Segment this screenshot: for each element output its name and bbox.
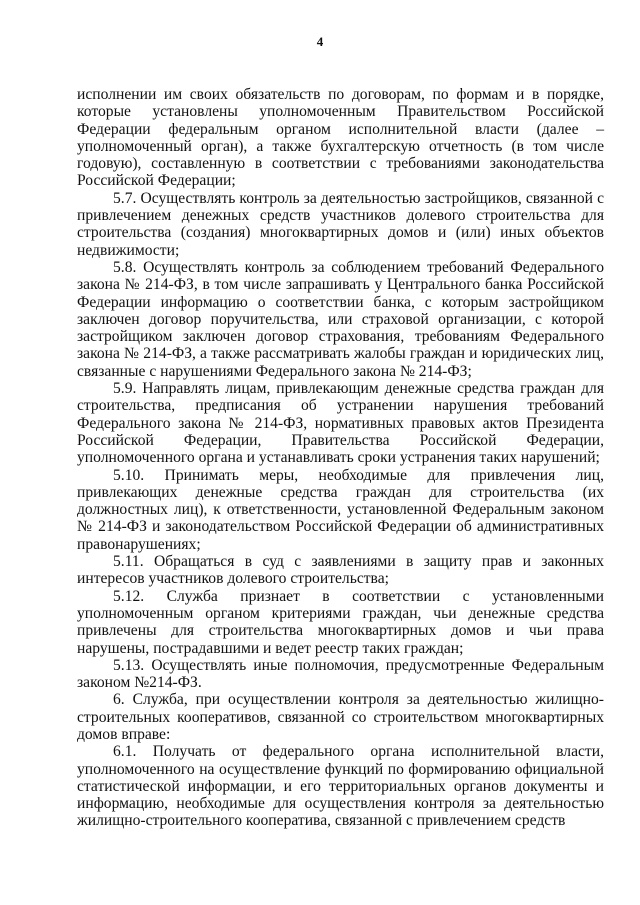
page-number: 4: [316, 34, 324, 49]
paragraph-continuation: исполнении им своих обязательств по договорам, по формам и в порядке, которые установлены уполномоченным Правительством Российской Федерации федеральным органом исполнительной власти (далее – уполномоченный орган), а также бухгалтерскую отчетность (в том числе годовую), составленную в соответствии с требованиями законодательства Российской Федерации;: [77, 86, 604, 190]
paragraph-5-11: 5.11. Обращаться в суд с заявлениями в защиту прав и законных интересов участников долевого строительства;: [77, 553, 604, 588]
paragraph-5-12: 5.12. Служба признает в соответствии с установленными уполномоченным органом критериями граждан, чьи денежные средства привлечены для строительства многоквартирных домов и чьи права нарушены, пострадавшими и ведет реестр таких граждан;: [77, 587, 604, 657]
paragraph-5-13: 5.13. Осуществлять иные полномочия, предусмотренные Федеральным законом №214-ФЗ.: [77, 656, 604, 692]
paragraph-5-8: 5.8. Осуществлять контроль за соблюдением требований Федерального закона № 214-ФЗ, в том числе запрашивать у Центрального банка Российской Федерации информацию о соответствии банка, с которым застройщиком заключен договор поручительства, или страховой организации, с которой застройщиком заключен договор страхования, требованиям Федерального закона № 214-ФЗ, а также рассматривать жалобы граждан и юридических лиц, связанные с нарушениями Федерального закона № 214-ФЗ;: [77, 258, 604, 380]
paragraph-6: 6. Служба, при осуществлении контроля за деятельностью жилищно-строительных кооперативов, связанной со строительством многоквартирных домов вправе:: [77, 691, 604, 743]
paragraph-5-10: 5.10. Принимать меры, необходимые для привлечения лиц, привлекающих денежные средства граждан для строительства (их должностных лиц), к ответственности, установленной Федеральным законом № 214-ФЗ и законодательством Российской Федерации об административных правонарушениях;: [77, 466, 604, 553]
document-body: [77, 86, 604, 830]
paragraph-5-9: 5.9. Направлять лицам, привлекающим денежные средства граждан для строительства, предписания об устранении нарушения требований Федерального закона № 214-ФЗ, нормативных правовых актов Президента Российской Федерации, Правительства Российской Федерации, уполномоченного органа и устанавливать сроки устранения таких нарушений;: [77, 380, 604, 467]
paragraph-6-1: 6.1. Получать от федерального органа исполнительной власти, уполномоченного на осуществление функций по формированию официальной статистической информации, и его территориальных органов документы и информацию, необходимые для осуществления контроля за деятельностью жилищно-строительного кооператива, связанной с привлечением средств: [77, 743, 604, 830]
paragraph-5-7: 5.7. Осуществлять контроль за деятельностью застройщиков, связанной с привлечением денежных средств участников долевого строительства для строительства (создания) многоквартирных домов и (или) иных объектов недвижимости;: [77, 189, 604, 259]
